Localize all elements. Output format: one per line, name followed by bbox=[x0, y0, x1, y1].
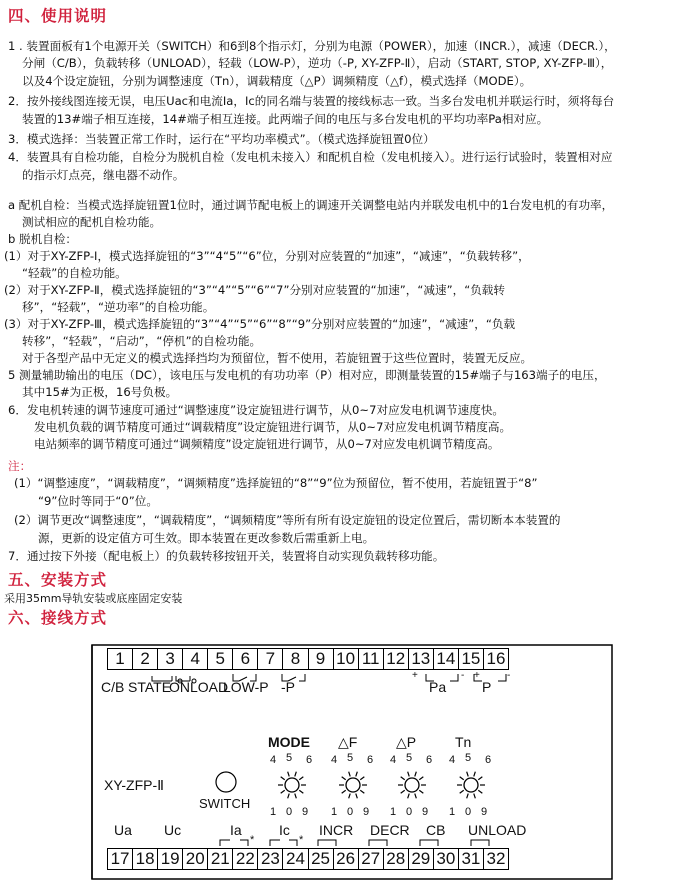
instruction-line: 电站频率的调节精度可通过“调频精度”设定旋钮进行调节，从0~7对应发电机调节精度高。 bbox=[34, 437, 500, 451]
instruction-line: 6．发电机转速的调节速度可通过“调整速度”设定旋钮进行调节，从0~7对应发电机调节速度快。 bbox=[8, 403, 505, 417]
label-state: STATE bbox=[128, 679, 172, 695]
label-neg-p: -P bbox=[281, 679, 295, 695]
knob-title-dp: △P bbox=[396, 734, 417, 750]
bottom-terminal-strip bbox=[107, 848, 509, 870]
knob-tick bbox=[408, 794, 410, 799]
instruction-line: 对于各型产品中无定义的模式选择挡均为预留位，暂不使用，若旋钮置于这些位置时，装置无反应。 bbox=[22, 351, 533, 365]
instruction-line: “9”位时等同于“0”位。 bbox=[38, 494, 158, 508]
terminal-number: 27 bbox=[358, 849, 383, 869]
knob-mark: 6 bbox=[485, 754, 492, 766]
wiring-diagram bbox=[90, 642, 615, 882]
terminal-number: 20 bbox=[182, 849, 207, 869]
instruction-line: 其中15#为正极，16号负极。 bbox=[22, 385, 178, 399]
knob-tick bbox=[295, 772, 297, 777]
instruction-line: 装置的13#端子相互连接，14#端子相互连接。此两端子间的电压与多台发电机的平均功率Pa相对应。 bbox=[22, 112, 549, 126]
terminal-number: 1 bbox=[115, 649, 125, 668]
terminal-number: 11 bbox=[358, 649, 383, 669]
label-plus: + bbox=[474, 670, 480, 681]
knob-tick bbox=[419, 790, 423, 793]
terminal-number: 26 bbox=[333, 849, 358, 869]
knob-tick bbox=[281, 790, 285, 793]
knob-tick bbox=[281, 777, 285, 780]
mode-knob bbox=[266, 752, 318, 818]
knob-tick bbox=[401, 790, 405, 793]
instruction-line: 分闸（C/B），负载转移（UNLOAD），轻载（LOW-P），逆功（-P, XY-ZFP-Ⅱ），启动（START, STOP, XY-ZFP-Ⅲ）， bbox=[22, 56, 613, 70]
knob-mark: 4 bbox=[270, 754, 277, 766]
instruction-line: 发电机负载的调节精度可通过“调载精度”设定旋钮进行调节，从0~7对应发电机调节精度高。 bbox=[34, 420, 512, 434]
knob-mark: 5 bbox=[347, 752, 354, 764]
knob-circle bbox=[346, 778, 360, 792]
knob-mark: 9 bbox=[422, 806, 429, 818]
knob-mark: 0 bbox=[286, 806, 293, 818]
knob-tick bbox=[478, 777, 482, 780]
df-knob bbox=[327, 752, 379, 818]
instruction-line: 3．模式选择：当装置正常工作时，运行在“平均功率模式”。（模式选择旋钮置0位） bbox=[8, 132, 435, 146]
label-minus: - bbox=[507, 670, 511, 681]
knob-title-df: △F bbox=[338, 734, 358, 750]
terminal-number: 7 bbox=[257, 649, 282, 669]
terminal-number: 24 bbox=[282, 849, 307, 869]
knob-mark: 5 bbox=[406, 752, 413, 764]
instruction-line: 2．按外接线图连接无误，电压Uac和电流Ia，Ic的同名端与装置的接线标志一致。当多台发电机并联运行时，须将每台 bbox=[8, 94, 615, 108]
label-decr: DECR bbox=[370, 822, 410, 838]
knob-mark: 9 bbox=[363, 806, 370, 818]
knob-tick bbox=[401, 777, 405, 780]
knob-circle bbox=[285, 778, 299, 792]
knob-tick bbox=[356, 772, 358, 777]
knob-tick bbox=[360, 777, 364, 780]
label-onload: ONLOAD bbox=[169, 679, 229, 695]
terminal-number: 22 bbox=[232, 849, 257, 869]
knob-mark: 6 bbox=[306, 754, 313, 766]
label-pa: Pa bbox=[429, 679, 447, 695]
knob-mark: 0 bbox=[465, 806, 472, 818]
knob-tick bbox=[295, 794, 297, 799]
terminal-number: 6 bbox=[232, 649, 257, 669]
knob-tick bbox=[467, 772, 469, 777]
label-cb2: CB bbox=[426, 822, 446, 838]
instruction-line: (3）对于XY-ZFP-Ⅲ，模式选择旋钮的“3”“4”“5”“6”“8”“9”分别对应装置的“加速”，“减速”，“负载 bbox=[4, 317, 516, 331]
switch-circle bbox=[214, 770, 238, 794]
heading-usage: 四、使用说明 bbox=[8, 7, 108, 25]
instruction-line: b 脱机自检： bbox=[8, 232, 78, 246]
terminal-number: 2 bbox=[132, 649, 157, 669]
knob-mark: 1 bbox=[331, 806, 338, 818]
terminal-number: 16 bbox=[483, 649, 508, 669]
knob-mark: 5 bbox=[465, 752, 472, 764]
label-minus: - bbox=[461, 670, 465, 681]
instruction-line: 转移”，“轻载”，“启动”，“停机”的自检功能。 bbox=[22, 334, 262, 348]
knob-tick bbox=[342, 777, 346, 780]
terminal-number: 3 bbox=[157, 649, 182, 669]
top-terminal-strip bbox=[107, 648, 509, 670]
instruction-line: (2）调节更改“调整速度”，“调载精度”，“调频精度”等所有所有设定旋钮的设定位置后，需切断本本装置的 bbox=[14, 513, 561, 527]
tn-knob bbox=[445, 752, 497, 818]
knob-tick bbox=[288, 794, 290, 799]
knob-mark: 6 bbox=[426, 754, 433, 766]
label-unload: UNLOAD bbox=[468, 822, 527, 838]
terminal-number: 8 bbox=[282, 649, 307, 669]
knob-mark: 4 bbox=[390, 754, 397, 766]
knob-mark: 9 bbox=[302, 806, 309, 818]
knob-title-tn: Tn bbox=[455, 734, 472, 750]
instruction-line: 以及4个设定旋钮，分别为调整速度（Tn），调载精度（△P）调频精度（△f），模式选择（MODE）。 bbox=[22, 74, 532, 88]
note-label: 注： bbox=[8, 459, 32, 473]
terminal-number: 23 bbox=[257, 849, 282, 869]
label-uc: Uc bbox=[164, 822, 182, 838]
knob-mark: 6 bbox=[367, 754, 374, 766]
knob-mark: 9 bbox=[481, 806, 488, 818]
terminal-number: 9 bbox=[308, 649, 333, 669]
knob-mark: 1 bbox=[270, 806, 277, 818]
knob-mark: 5 bbox=[286, 752, 293, 764]
knob-mark: 1 bbox=[449, 806, 456, 818]
terminal-number: 21 bbox=[207, 849, 232, 869]
label-incr: INCR bbox=[319, 822, 354, 838]
instruction-line: 4．装置具有自检功能，自检分为脱机自检（发电机未接入）和配机自检（发电机接入）。进行运行试验时，装置相对应 bbox=[8, 150, 613, 164]
knob-tick bbox=[474, 794, 476, 799]
terminal-number: 25 bbox=[308, 849, 333, 869]
terminal-number: 19 bbox=[157, 849, 182, 869]
terminal-number: 4 bbox=[182, 649, 207, 669]
label-star: * bbox=[299, 834, 304, 846]
knob-tick bbox=[460, 777, 464, 780]
knob-tick bbox=[349, 772, 351, 777]
terminal-number: 31 bbox=[458, 849, 483, 869]
knob-tick bbox=[467, 794, 469, 799]
knob-mark: 0 bbox=[406, 806, 413, 818]
knob-tick bbox=[408, 772, 410, 777]
label-low-p: LOW-P bbox=[223, 679, 269, 695]
instruction-line: 7．通过按下外接（配电板上）的负载转移按钮开关，装置将自动实现负载转移功能。 bbox=[8, 549, 445, 563]
knob-title-mode: MODE bbox=[268, 734, 310, 750]
label-cb: C/B bbox=[101, 679, 125, 695]
knob-tick bbox=[360, 790, 364, 793]
instruction-line: 1 . 装置面板有1个电源开关（SWITCH）和6到8个指示灯，分别为电源（POWER），加速（INCR.），减速（DECR.）， bbox=[8, 39, 616, 53]
knob-mark: 1 bbox=[390, 806, 397, 818]
label-p: P bbox=[482, 679, 492, 695]
terminal-number: 12 bbox=[383, 649, 408, 669]
instruction-line: “轻载”的自检功能。 bbox=[22, 266, 127, 280]
instruction-line: 的指示灯点亮，继电器不动作。 bbox=[22, 168, 185, 182]
knob-tick bbox=[415, 772, 417, 777]
knob-circle bbox=[464, 778, 478, 792]
knob-mark: 0 bbox=[347, 806, 354, 818]
knob-tick bbox=[474, 772, 476, 777]
terminal-number: 28 bbox=[383, 849, 408, 869]
model-label: XY-ZFP-Ⅱ bbox=[104, 777, 165, 793]
label-ia: Ia bbox=[230, 822, 242, 838]
knob-tick bbox=[415, 794, 417, 799]
switch-label: SWITCH bbox=[199, 796, 251, 811]
instruction-line: (1）“调整速度”，“调载精度”，“调频精度”选择旋钮的“8”“9”位为预留位，暂不使用，若旋钮置于“8” bbox=[14, 476, 538, 490]
label-plus: + bbox=[412, 670, 418, 681]
terminal-number: 32 bbox=[483, 849, 508, 869]
knob-tick bbox=[478, 790, 482, 793]
knob-tick bbox=[299, 777, 303, 780]
instruction-line: (1）对于XY-ZFP-Ⅰ，模式选择旋钮的“3”“4“5”“6”位，分别对应装置的“加速”，“减速”，“负载转移”， bbox=[4, 249, 530, 263]
knob-tick bbox=[356, 794, 358, 799]
knob-tick bbox=[349, 794, 351, 799]
instruction-line: 源，更新的设定值方可生效。即本装置在更改参数后需重新上电。 bbox=[38, 531, 375, 545]
dp-knob bbox=[386, 752, 438, 818]
knob-mark: 4 bbox=[331, 754, 338, 766]
instruction-line: 测试相应的配机自检功能。 bbox=[22, 215, 162, 229]
label-ic: Ic bbox=[279, 822, 290, 838]
terminal-number: 10 bbox=[333, 649, 358, 669]
terminal-number: 15 bbox=[458, 649, 483, 669]
terminal-number: 13 bbox=[408, 649, 433, 669]
install-text: 采用35mm导轨安装或底座固定安装 bbox=[4, 592, 183, 605]
instruction-line: 5 测量辅助输出的电压（DC），该电压与发电机的有功功率（P）相对应，即测量装置的15#端子与163端子的电压， bbox=[8, 368, 606, 382]
knob-circle bbox=[405, 778, 419, 792]
label-ua: Ua bbox=[114, 822, 132, 838]
heading-wiring: 六、接线方式 bbox=[8, 609, 108, 627]
instruction-line: a 配机自检：当模式选择旋钮置1位时，通过调节配电板上的调速开关调整电站内并联发电机中的1台发电机的有功率， bbox=[8, 198, 614, 212]
heading-install: 五、安装方式 bbox=[8, 571, 108, 589]
knob-tick bbox=[288, 772, 290, 777]
terminal-number: 17 bbox=[110, 849, 130, 868]
terminal-number: 14 bbox=[433, 649, 458, 669]
knob-tick bbox=[460, 790, 464, 793]
terminal-number: 30 bbox=[433, 849, 458, 869]
terminal-number: 29 bbox=[408, 849, 433, 869]
knob-tick bbox=[419, 777, 423, 780]
instruction-line: 移”，“轻载”，“逆功率”的自检功能。 bbox=[22, 300, 215, 314]
terminal-number: 5 bbox=[207, 649, 232, 669]
knob-tick bbox=[299, 790, 303, 793]
instruction-line: (2）对于XY-ZFP-Ⅱ，模式选择旋钮的“3”“4”“5”“6”“7”分别对应装置的“加速”，“减速”，“负载转 bbox=[4, 283, 505, 297]
terminal-number: 18 bbox=[132, 849, 157, 869]
label-star: * bbox=[250, 834, 255, 846]
knob-tick bbox=[342, 790, 346, 793]
knob-mark: 4 bbox=[449, 754, 456, 766]
